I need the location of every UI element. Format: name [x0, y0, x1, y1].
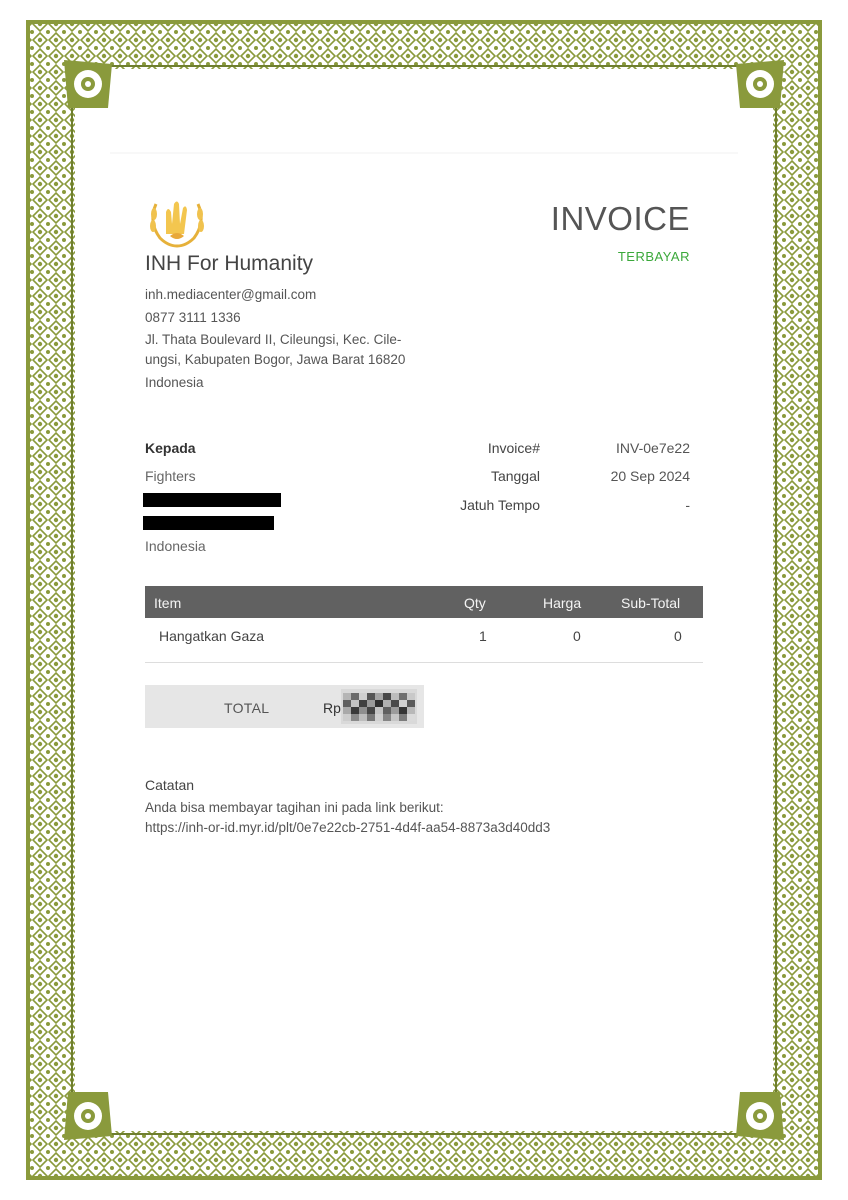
bill-to-country: Indonesia — [145, 538, 206, 554]
bill-to-name: Fighters — [145, 468, 196, 484]
invoice-date-value: 20 Sep 2024 — [610, 468, 690, 484]
company-email: inh.mediacenter@gmail.com — [145, 287, 317, 302]
row-item-name: Hangatkan Gaza — [159, 628, 265, 644]
total-box — [145, 685, 424, 728]
row-divider — [145, 662, 703, 663]
hands-wreath-logo-icon — [146, 194, 208, 248]
bill-to-label: Kepada — [145, 440, 196, 456]
row-qty: 1 — [479, 628, 487, 644]
invoice-date-label: Tanggal — [490, 468, 540, 484]
row-price: 0 — [573, 628, 581, 644]
column-header-item: Item — [154, 595, 182, 611]
row-subtotal: 0 — [674, 628, 682, 644]
document-title: INVOICE — [550, 200, 690, 237]
column-header-price: Harga — [543, 595, 582, 611]
items-table-header — [145, 586, 703, 618]
notes-title: Catatan — [145, 777, 195, 793]
company-country: Indonesia — [145, 375, 204, 390]
total-label: TOTAL — [224, 700, 270, 716]
due-date-value: - — [685, 497, 690, 513]
company-address-line-2: ungsi, Kabupaten Bogor, Jawa Barat 16820 — [145, 352, 406, 367]
column-header-qty: Qty — [464, 595, 486, 611]
due-date-label: Jatuh Tempo — [460, 497, 540, 513]
redaction-bar — [143, 516, 274, 530]
total-currency: Rp — [323, 700, 341, 716]
status-badge: TERBAYAR — [617, 249, 690, 264]
company-name: INH For Humanity — [145, 252, 314, 275]
company-phone: 0877 3111 1336 — [145, 310, 241, 325]
invoice-number-value: INV-0e7e22 — [616, 440, 690, 456]
pixelated-total-amount — [341, 689, 417, 724]
company-address-line-1: Jl. Thata Boulevard II, Cileungsi, Kec. Cile- — [145, 332, 402, 347]
invoice-number-label: Invoice# — [487, 440, 540, 456]
payment-link[interactable]: https://inh-or-id.myr.id/plt/0e7e22cb-2751-4d4f-aa54-8873a3d40dd3 — [145, 820, 551, 835]
redaction-bar — [143, 493, 281, 507]
column-header-subtotal: Sub-Total — [621, 595, 681, 611]
notes-text: Anda bisa membayar tagihan ini pada link berikut: — [145, 800, 444, 815]
